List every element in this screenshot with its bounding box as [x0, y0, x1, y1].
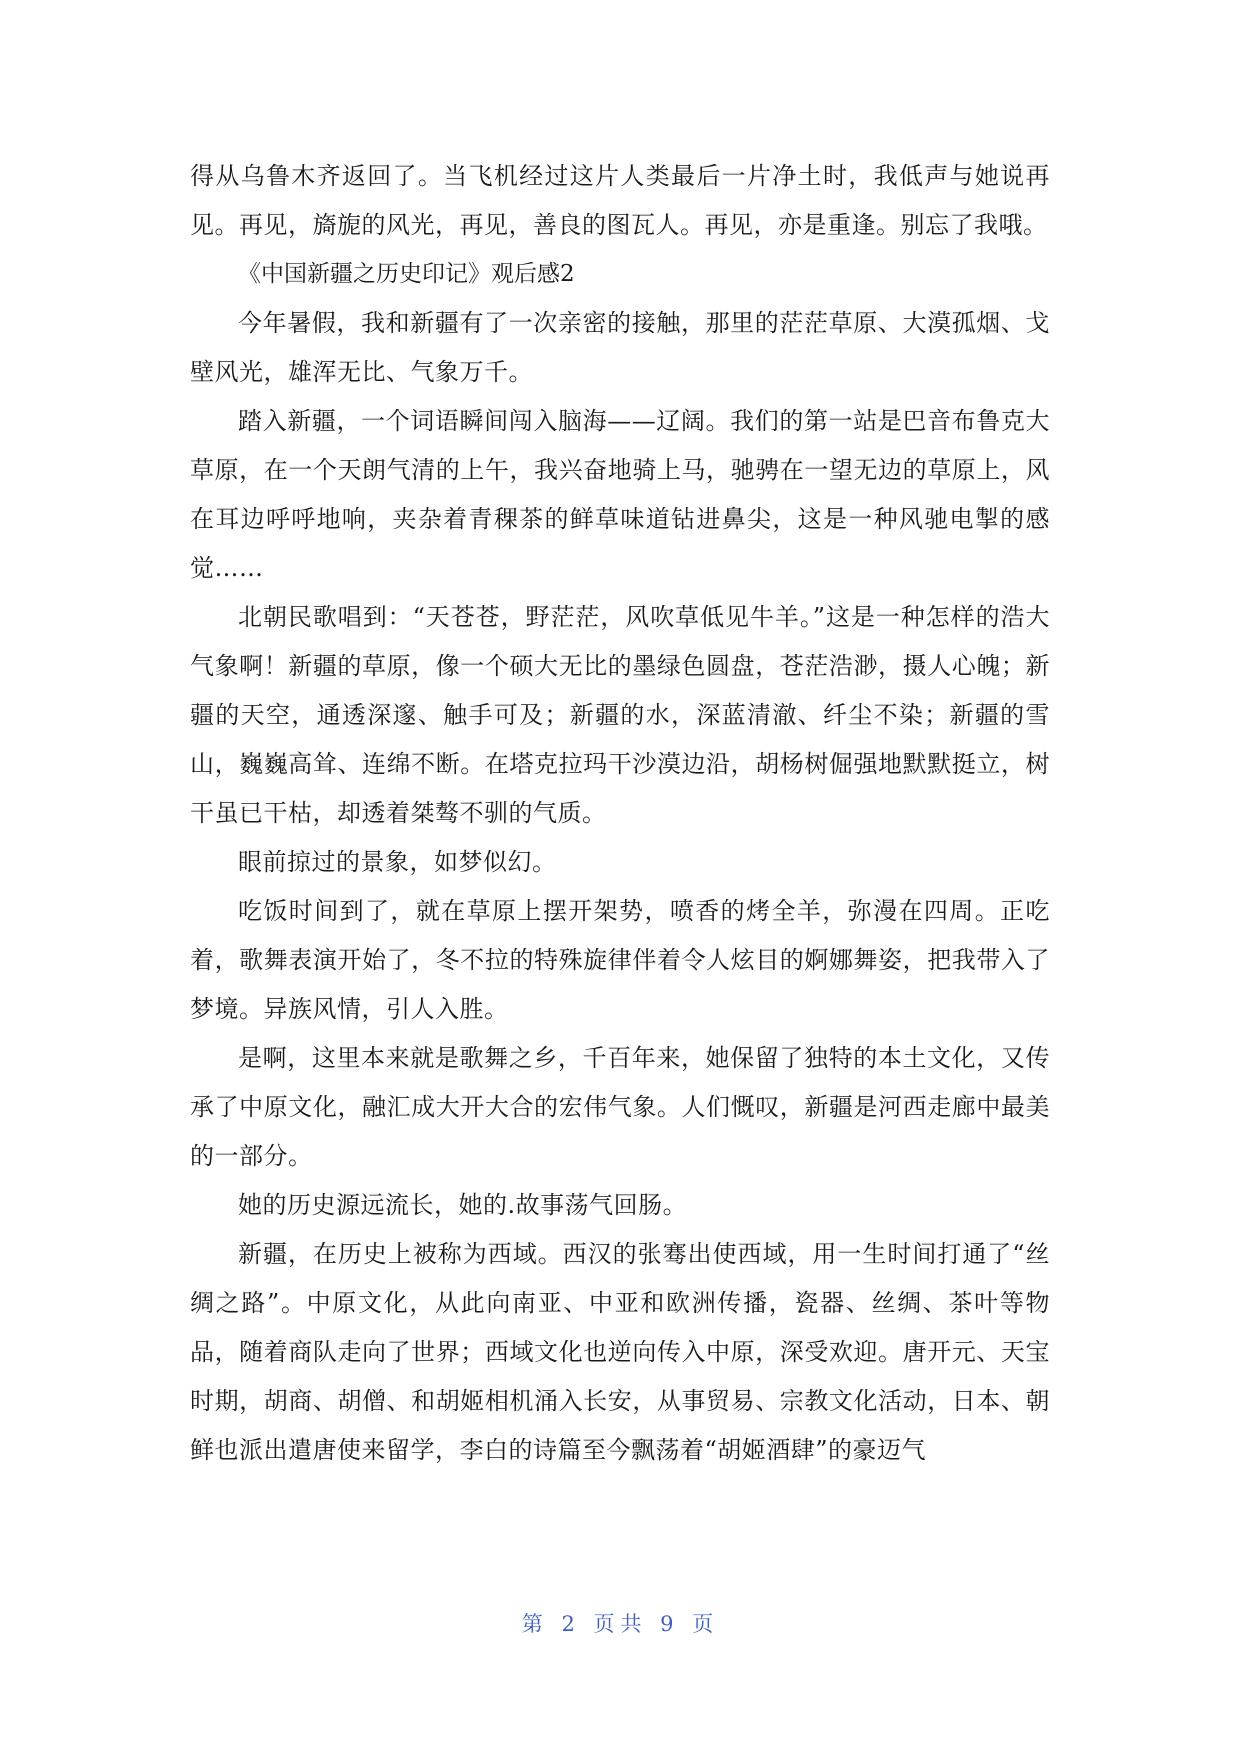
paragraph: 北朝民歌唱到：“天苍苍，野茫茫，风吹草低见牛羊。”这是一种怎样的浩大气象啊！新疆的草原，像一个硕大无比的墨绿色圆盘，苍茫浩渺，摄人心魄；新疆的天空，通透深邃、触手可及；新疆的水，深蓝清澈、纤尘不染；新疆的雪山，巍巍高耸、连绵不断。在塔克拉玛干沙漠边沿，胡杨树倔强地默默挺立，树干虽已干枯，却透着桀骜不驯的气质。 — [190, 603, 1050, 827]
paragraph: 踏入新疆，一个词语瞬间闯入脑海——辽阔。我们的第一站是巴音布鲁克大草原，在一个天朗气清的上午，我兴奋地骑上马，驰骋在一望无边的草原上，风在耳边呼呼地响，夹杂着青稞茶的鲜草味道钻进鼻尖，这是一种风驰电掣的感觉…… — [190, 407, 1050, 582]
document-body — [190, 152, 1050, 1475]
paragraph-continuation: 得从乌鲁木齐返回了。当飞机经过这片人类最后一片净土时，我低声与她说再见。再见，旖旎的风光，再见，善良的图瓦人。再见，亦是重逢。别忘了我哦。 — [190, 162, 1050, 239]
section-title: 《中国新疆之历史印记》观后感2 — [238, 261, 575, 287]
paragraph: 她的历史源远流长，她的.故事荡气回肠。 — [238, 1191, 688, 1219]
paragraph: 新疆，在历史上被称为西域。西汉的张骞出使西域，用一生时间打通了“丝绸之路”。中原文化，从此向南亚、中亚和欧洲传播，瓷器、丝绸、茶叶等物品，随着商队走向了世界；西域文化也逆向传入中原，深受欢迎。唐开元、天宝时期，胡商、胡僧、和胡姬相机涌入长安，从事贸易、宗教文化活动，日本、朝鲜也派出遣唐使来留学，李白的诗篇至今飘荡着“胡姬酒肆”的豪迈气 — [190, 1240, 1050, 1464]
paragraph: 是啊，这里本来就是歌舞之乡，千百年来，她保留了独特的本土文化，又传承了中原文化，融汇成大开大合的宏伟气象。人们慨叹，新疆是河西走廊中最美的一部分。 — [190, 1044, 1050, 1170]
paragraph: 吃饭时间到了，就在草原上摆开架势，喷香的烤全羊，弥漫在四周。正吃着，歌舞表演开始了，冬不拉的特殊旋律伴着令人炫目的婀娜舞姿，把我带入了梦境。异族风情，引人入胜。 — [190, 897, 1050, 1023]
page-number-footer: 第 2 页共 9 页 — [521, 1612, 720, 1636]
paragraph: 今年暑假，我和新疆有了一次亲密的接触，那里的茫茫草原、大漠孤烟、戈壁风光，雄浑无比、气象万千。 — [190, 309, 1050, 386]
paragraph: 眼前掠过的景象，如梦似幻。 — [238, 848, 557, 876]
